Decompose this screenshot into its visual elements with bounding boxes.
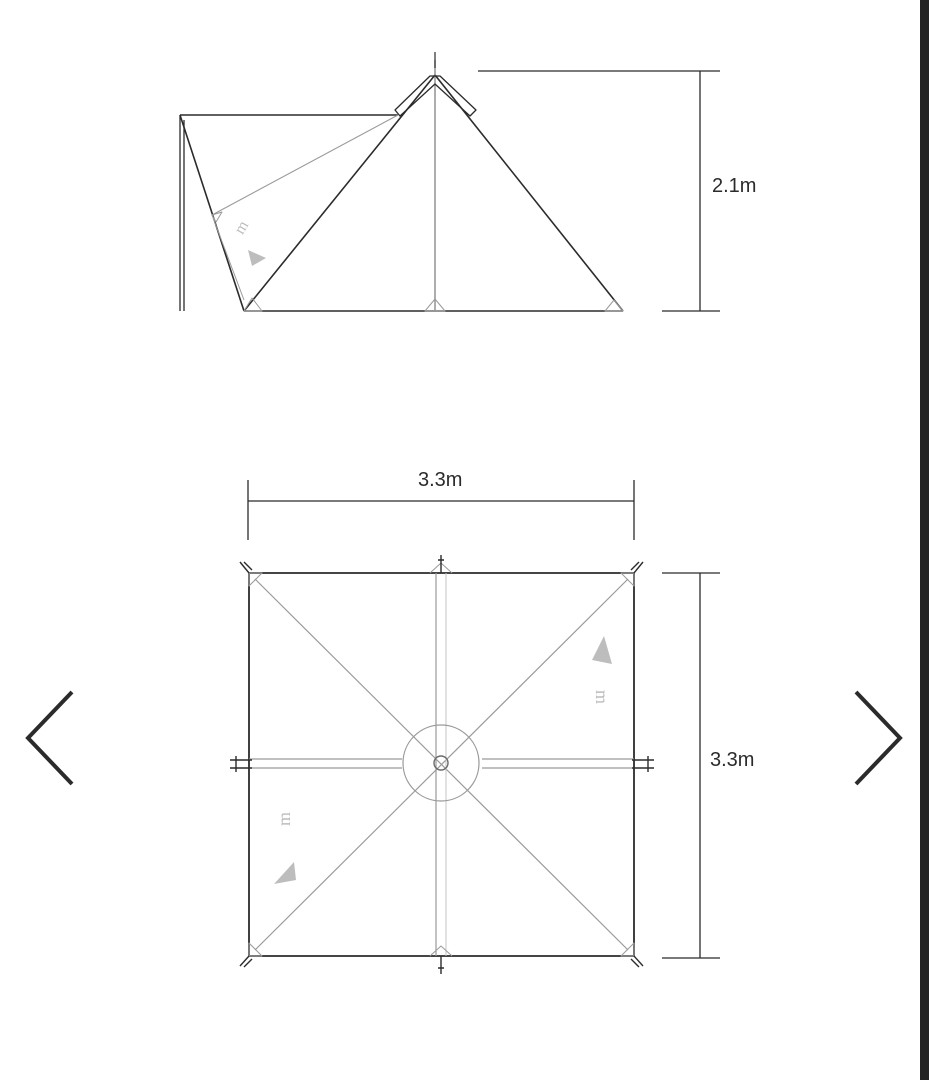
svg-text:m: m	[274, 811, 294, 826]
right-edge-border	[920, 0, 929, 1080]
brand-mark-top	[274, 636, 612, 884]
chevron-right-icon	[848, 688, 908, 788]
svg-text:m: m	[592, 690, 612, 705]
depth-label: 3.3m	[710, 749, 755, 771]
previous-image-button[interactable]	[20, 688, 80, 788]
svg-text:m: m	[231, 217, 253, 238]
chevron-left-icon	[20, 688, 80, 788]
height-dimension-line	[478, 71, 720, 311]
width-label: 3.3m	[418, 469, 463, 491]
tent-side-view	[180, 52, 623, 311]
brand-mark-side	[231, 217, 266, 266]
tent-top-view	[249, 563, 634, 956]
next-image-button[interactable]	[848, 688, 908, 788]
height-label: 2.1m	[712, 175, 757, 197]
